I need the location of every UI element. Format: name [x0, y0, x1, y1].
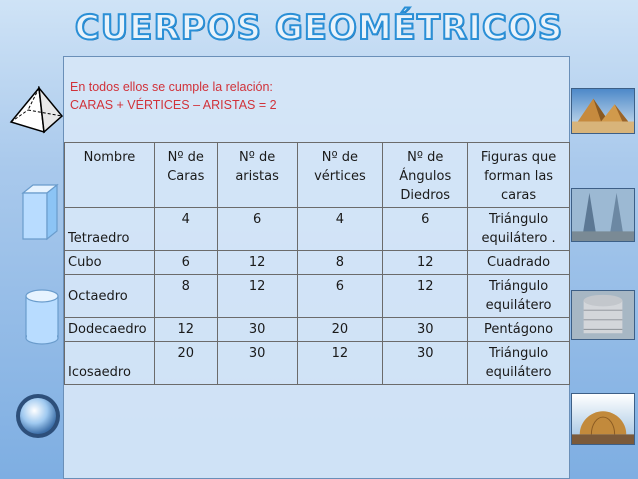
- cell-vertices: 4: [297, 208, 383, 251]
- cell-vertices: 6: [297, 275, 383, 318]
- table-row: [65, 275, 570, 318]
- sphere-icon: [14, 392, 62, 440]
- cell-figuras: Triángulo equilátero: [468, 275, 570, 318]
- cylinder-icon: [24, 288, 60, 346]
- intro-line-2: CARAS + VÉRTICES – ARISTAS = 2: [70, 97, 277, 112]
- cell-diedros: 30: [383, 342, 468, 385]
- cell-caras: 12: [154, 318, 217, 342]
- header-diedros: Nº de Ángulos Diedros: [383, 143, 468, 208]
- table-row: [65, 318, 570, 342]
- cell-aristas: 30: [217, 342, 297, 385]
- cell-figuras: Cuadrado: [468, 251, 570, 275]
- intro-text: [70, 79, 390, 114]
- header-caras: Nº de Caras: [154, 143, 217, 208]
- page-title: CUERPOS GEOMÉTRICOS: [74, 8, 564, 48]
- cell-name: Octaedro: [65, 275, 155, 318]
- header-nombre: Nombre: [65, 143, 155, 208]
- cell-vertices: 12: [297, 342, 383, 385]
- towers-photo: [571, 188, 635, 242]
- table-row: [65, 251, 570, 275]
- table-row: [65, 208, 570, 251]
- cell-name: Icosaedro: [65, 342, 155, 385]
- cell-caras: 8: [154, 275, 217, 318]
- cell-diedros: 12: [383, 251, 468, 275]
- cell-aristas: 30: [217, 318, 297, 342]
- table-header-row: [65, 143, 570, 208]
- cell-name: Tetraedro: [65, 208, 155, 251]
- pyramid-icon: [6, 86, 64, 134]
- pyramids-photo: [571, 88, 635, 134]
- cell-aristas: 12: [217, 251, 297, 275]
- cell-caras: 6: [154, 251, 217, 275]
- round-building-photo: [571, 290, 635, 340]
- cell-name: Dodecaedro: [65, 318, 155, 342]
- cell-vertices: 8: [297, 251, 383, 275]
- cell-aristas: 12: [217, 275, 297, 318]
- cell-figuras: Triángulo equilátero: [468, 342, 570, 385]
- cell-caras: 20: [154, 342, 217, 385]
- cell-name: Cubo: [65, 251, 155, 275]
- cell-diedros: 30: [383, 318, 468, 342]
- header-vertices: Nº de vértices: [297, 143, 383, 208]
- cell-caras: 4: [154, 208, 217, 251]
- cell-diedros: 6: [383, 208, 468, 251]
- cube-icon: [20, 183, 60, 241]
- table-row: [65, 342, 570, 385]
- intro-line-1: En todos ellos se cumple la relación:: [70, 80, 273, 94]
- cell-vertices: 20: [297, 318, 383, 342]
- polyhedra-table: [64, 142, 570, 385]
- header-figuras: Figuras que forman las caras: [468, 143, 570, 208]
- header-aristas: Nº de aristas: [217, 143, 297, 208]
- cell-figuras: Triángulo equilátero .: [468, 208, 570, 251]
- cell-diedros: 12: [383, 275, 468, 318]
- cell-aristas: 6: [217, 208, 297, 251]
- cell-figuras: Pentágono: [468, 318, 570, 342]
- dome-photo: [571, 393, 635, 445]
